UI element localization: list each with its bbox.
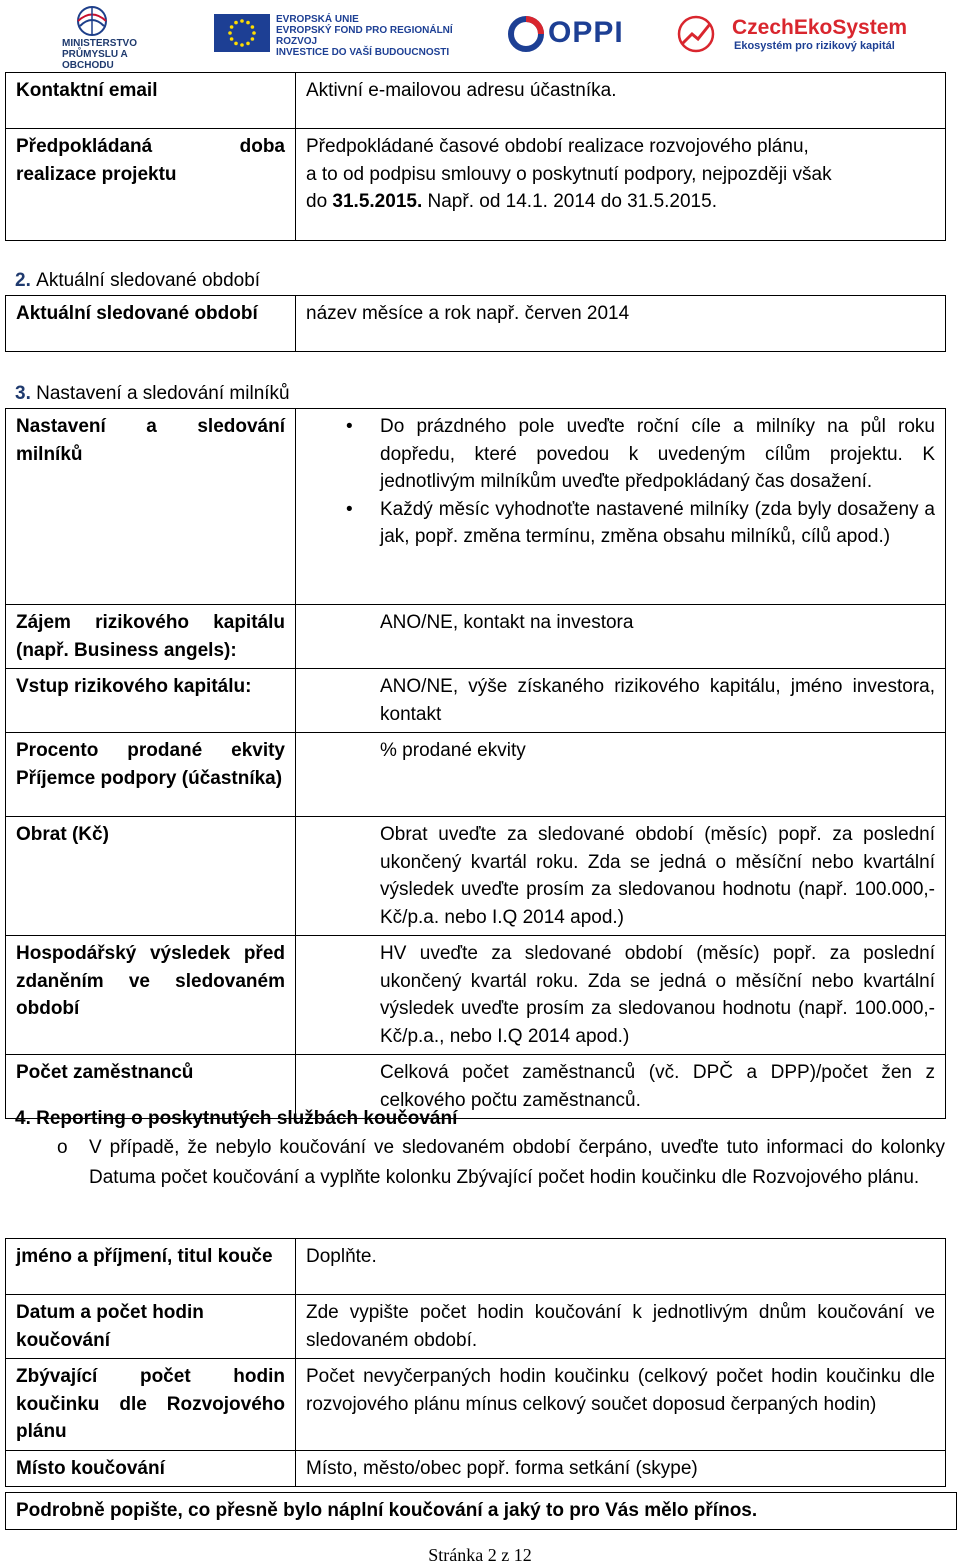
coaching-dates-label: Datum a počet hodin koučování: [6, 1295, 296, 1359]
summary-table: [5, 1492, 957, 1530]
section-4-heading: [15, 1105, 457, 1132]
period-value[interactable]: název měsíce a rok např. červen 2014: [296, 296, 946, 352]
row-value[interactable]: ANO/NE, kontakt na investora: [296, 605, 946, 669]
row-label: Procento prodané ekvity Příjemce podpory (účastníka): [6, 733, 296, 817]
coaching-note-text: V případě, že nebylo koučování ve sledovaném období čerpáno, uveďte tuto informaci do kolonky Datuma počet koučování a vyplňte kolonku Zbývající počet hodin koučinku dle Rozvojového plánu.: [89, 1137, 945, 1188]
remaining-hours-label: Zbývající počet hodin koučinku dle Rozvojového plánu: [6, 1359, 296, 1451]
email-value[interactable]: Aktivní e-mailovou adresu účastníka.: [296, 73, 946, 129]
milestones-label: Nastavení a sledování milníků: [6, 409, 296, 605]
row-label: Hospodářský výsledek před zdaněním ve sledovaném období: [6, 936, 296, 1055]
row-value[interactable]: % prodané ekvity: [296, 733, 946, 817]
contact-table: [5, 72, 946, 241]
duration-value-line3: [306, 188, 935, 216]
eu-line-3: INVESTICE DO VAŠÍ BUDOUCNOSTI: [276, 47, 450, 58]
coach-name-value[interactable]: Doplňte.: [296, 1239, 946, 1295]
section-2-heading: [15, 267, 260, 294]
row-label: Obrat (Kč): [6, 817, 296, 936]
summary-label[interactable]: Podrobně popište, co přesně bylo náplní koučování a jaký to pro Vás mělo přínos.: [6, 1493, 957, 1530]
oppi-logo: [508, 14, 638, 54]
period-label: Aktuální sledované období: [6, 296, 296, 352]
milestones-table: [5, 408, 946, 1119]
period-table: [5, 295, 946, 352]
duration-label: [6, 129, 296, 241]
note-bullet-icon: o: [57, 1137, 68, 1158]
row-value[interactable]: HV uveďte za sledované období (měsíc) popř. za poslední ukončený kvartál roku. Zda se jedná o měsíční nebo kvartální výsledek uveďte prosím za sledovanou hodnotu (např. 100.000,- Kč/p.a., nebo I.Q 2014 apod.): [296, 936, 946, 1055]
duration-value-example: Např. od 14.1. 2014 do 31.5.2015.: [422, 191, 717, 212]
eu-flag-icon: [214, 14, 270, 52]
section-3-number: 3.: [15, 383, 31, 404]
coach-name-label: jméno a příjmení, titul kouče: [6, 1239, 296, 1295]
milestone-bullet-2-text: Každý měsíc vyhodnoťte nastavené milníky (zda byly dosaženy a jak, popř. změna termínu, změna obsahu milníků, cílů apod.): [380, 498, 935, 547]
milestone-bullet-1-text: Do prázdného pole uveďte roční cíle a milníky na půl roku dopředu, které povedou k uvedeným cílům projektu. K jednotlivým milníkům uveďte předpokládaný čas dosažení.: [380, 416, 935, 492]
remaining-hours-value[interactable]: Počet nevyčerpaných hodin koučinku (celkový počet hodin koučinku dle rozvojového plánu mínus celkový součet doposud čerpaných hodin): [296, 1359, 946, 1451]
bullet-icon: •: [346, 416, 353, 437]
row-value[interactable]: ANO/NE, výše získaného rizikového kapitálu, jméno investora, kontakt: [296, 669, 946, 733]
czechekosystem-chart-icon: [676, 14, 726, 54]
header-logos: [0, 0, 960, 71]
duration-value-line1: Předpokládané časové období realizace rozvojového plánu,: [306, 136, 809, 157]
mpo-logo: [62, 4, 180, 71]
coaching-place-label: Místo koučování: [6, 1450, 296, 1487]
coaching-dates-value[interactable]: Zde vypište počet hodin koučování k jednotlivým dnům koučování ve sledovaném období.: [296, 1295, 946, 1359]
page-number: Stránka 2 z 12: [428, 1545, 532, 1565]
duration-label-part1: Předpokládaná: [16, 136, 153, 157]
oppi-emblem-icon: [508, 16, 544, 52]
czechekosystem-logo: [676, 12, 908, 56]
row-value[interactable]: Obrat uveďte za sledované období (měsíc) popř. za poslední ukončený kvartál roku. Zda se jedná o měsíční nebo kvartální výsledek uveďte prosím za sledovanou hodnotu (např. 100.000,- Kč/p.a. nebo I.Q 2014 apod.): [296, 817, 946, 936]
coaching-place-value[interactable]: Místo, město/obec popř. forma setkání (skype): [296, 1450, 946, 1487]
eu-line-1: EVROPSKÁ UNIE: [276, 14, 359, 25]
mpo-line-1: MINISTERSTVO: [62, 38, 138, 49]
section-3-title: Nastavení a sledování milníků: [36, 383, 290, 404]
row-value[interactable]: Celková počet zaměstnanců (vč. DPČ a DPP)/počet žen z celkového počtu zaměstnanců.: [296, 1055, 946, 1119]
coaching-note: [57, 1133, 945, 1192]
eu-line-2: EVROPSKÝ FOND PRO REGIONÁLNÍ ROZVOJ: [276, 25, 453, 47]
duration-label-doba: doba: [239, 136, 285, 157]
bullet-icon: •: [346, 498, 353, 520]
czechekosystem-subtitle: Ekosystém pro rizikový kapitál: [734, 40, 895, 52]
eu-logo: [214, 14, 470, 58]
row-label: Zájem rizikového kapitálu (např. Business angels):: [6, 605, 296, 669]
mpo-line-2: PRŮMYSLU A OBCHODU: [62, 49, 128, 71]
milestone-bullet-2: [346, 496, 935, 551]
row-label: Počet zaměstnanců: [6, 1055, 296, 1119]
section-3-heading: [15, 380, 290, 407]
duration-value-deadline: 31.5.2015.: [332, 191, 423, 212]
row-label: Vstup rizikového kapitálu:: [6, 669, 296, 733]
duration-value-line2: a to od podpisu smlouvy o poskytnutí podpory, nejpozději však: [306, 163, 832, 185]
email-label: Kontaktní email: [6, 73, 296, 129]
milestones-instructions[interactable]: [296, 409, 946, 605]
section-4-number: 4.: [15, 1108, 31, 1129]
section-2-number: 2.: [15, 270, 31, 291]
section-4-title: Reporting o poskytnutých službách koučování: [36, 1108, 458, 1129]
duration-value[interactable]: [296, 129, 946, 241]
oppi-text: OPPI: [548, 16, 624, 49]
czechekosystem-title: CzechEkoSystem: [732, 16, 908, 39]
coaching-table: [5, 1238, 946, 1487]
mpo-emblem-icon: [68, 4, 116, 38]
section-2-title: Aktuální sledované období: [36, 270, 261, 291]
duration-value-do: do: [306, 191, 333, 212]
milestone-bullet-1: [346, 413, 935, 496]
duration-label-part2: realizace projektu: [16, 163, 177, 185]
